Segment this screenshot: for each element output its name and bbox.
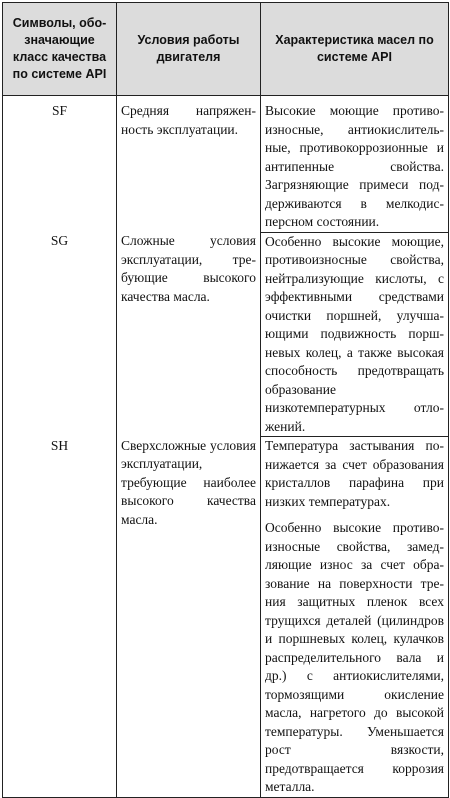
header-oil-characteristics: Характеристика масел по системе API: [261, 3, 449, 96]
header-symbols: Символы, обозначающие класс качества по системе API: [3, 3, 117, 96]
characteristic-text: Особенно высокие противоизносные свойства, замедляющие износ за счет образование на поверхности трения защитных пленок всех трущихся деталей (цилиндров и поршневых колец, кулачков распределительного вала и др.) с антиокислителями, тормозящими окисление масла, нагретого до высокой температуры. Уменьшается рост вязкости, предотвращается коррозия металла.: [265, 520, 444, 794]
characteristic-text: Особенно высокие моющие, противоизносные свойства, нейтрализующие кислоты, с эффективными средствами очистки поршней, улучшающими подвижность поршневых колец, а также высокая способность предотвращать образование низкотемпературных отложений.: [265, 233, 444, 434]
table-header-row: [3, 3, 449, 96]
table-row-sg: [3, 232, 449, 437]
cell-symbol: SH: [3, 437, 117, 798]
table-row-sf: [3, 96, 449, 233]
characteristic-text: Высокие моющие противоизносные, антиокислительные, противокоррозионные и антипенные свойства. Загрязняющие примеси поддерживаются в мелкодисперсном состоянии.: [265, 103, 444, 229]
cell-condition: Средняя напряженность эксплуатации.: [117, 96, 261, 233]
cell-condition: Сложные условия эксплуатации, требующие высокого качества масла.: [117, 232, 261, 437]
header-engine-conditions: Условия работы двигателя: [117, 3, 261, 96]
cell-symbol: SF: [3, 96, 117, 233]
characteristic-text: Температура застывания понижается за счет образования кристаллов парафина при низких температурах.: [265, 438, 444, 509]
cell-characteristics: [261, 232, 449, 437]
cell-characteristics: [261, 96, 449, 233]
cell-characteristics: [261, 437, 449, 798]
cell-condition: Сверхсложные условия эксплуатации, требующие наиболее высокого качества масла.: [117, 437, 261, 798]
cell-symbol: SG: [3, 232, 117, 437]
table-row-sh: [3, 437, 449, 798]
api-oil-classification-table: [2, 2, 449, 798]
